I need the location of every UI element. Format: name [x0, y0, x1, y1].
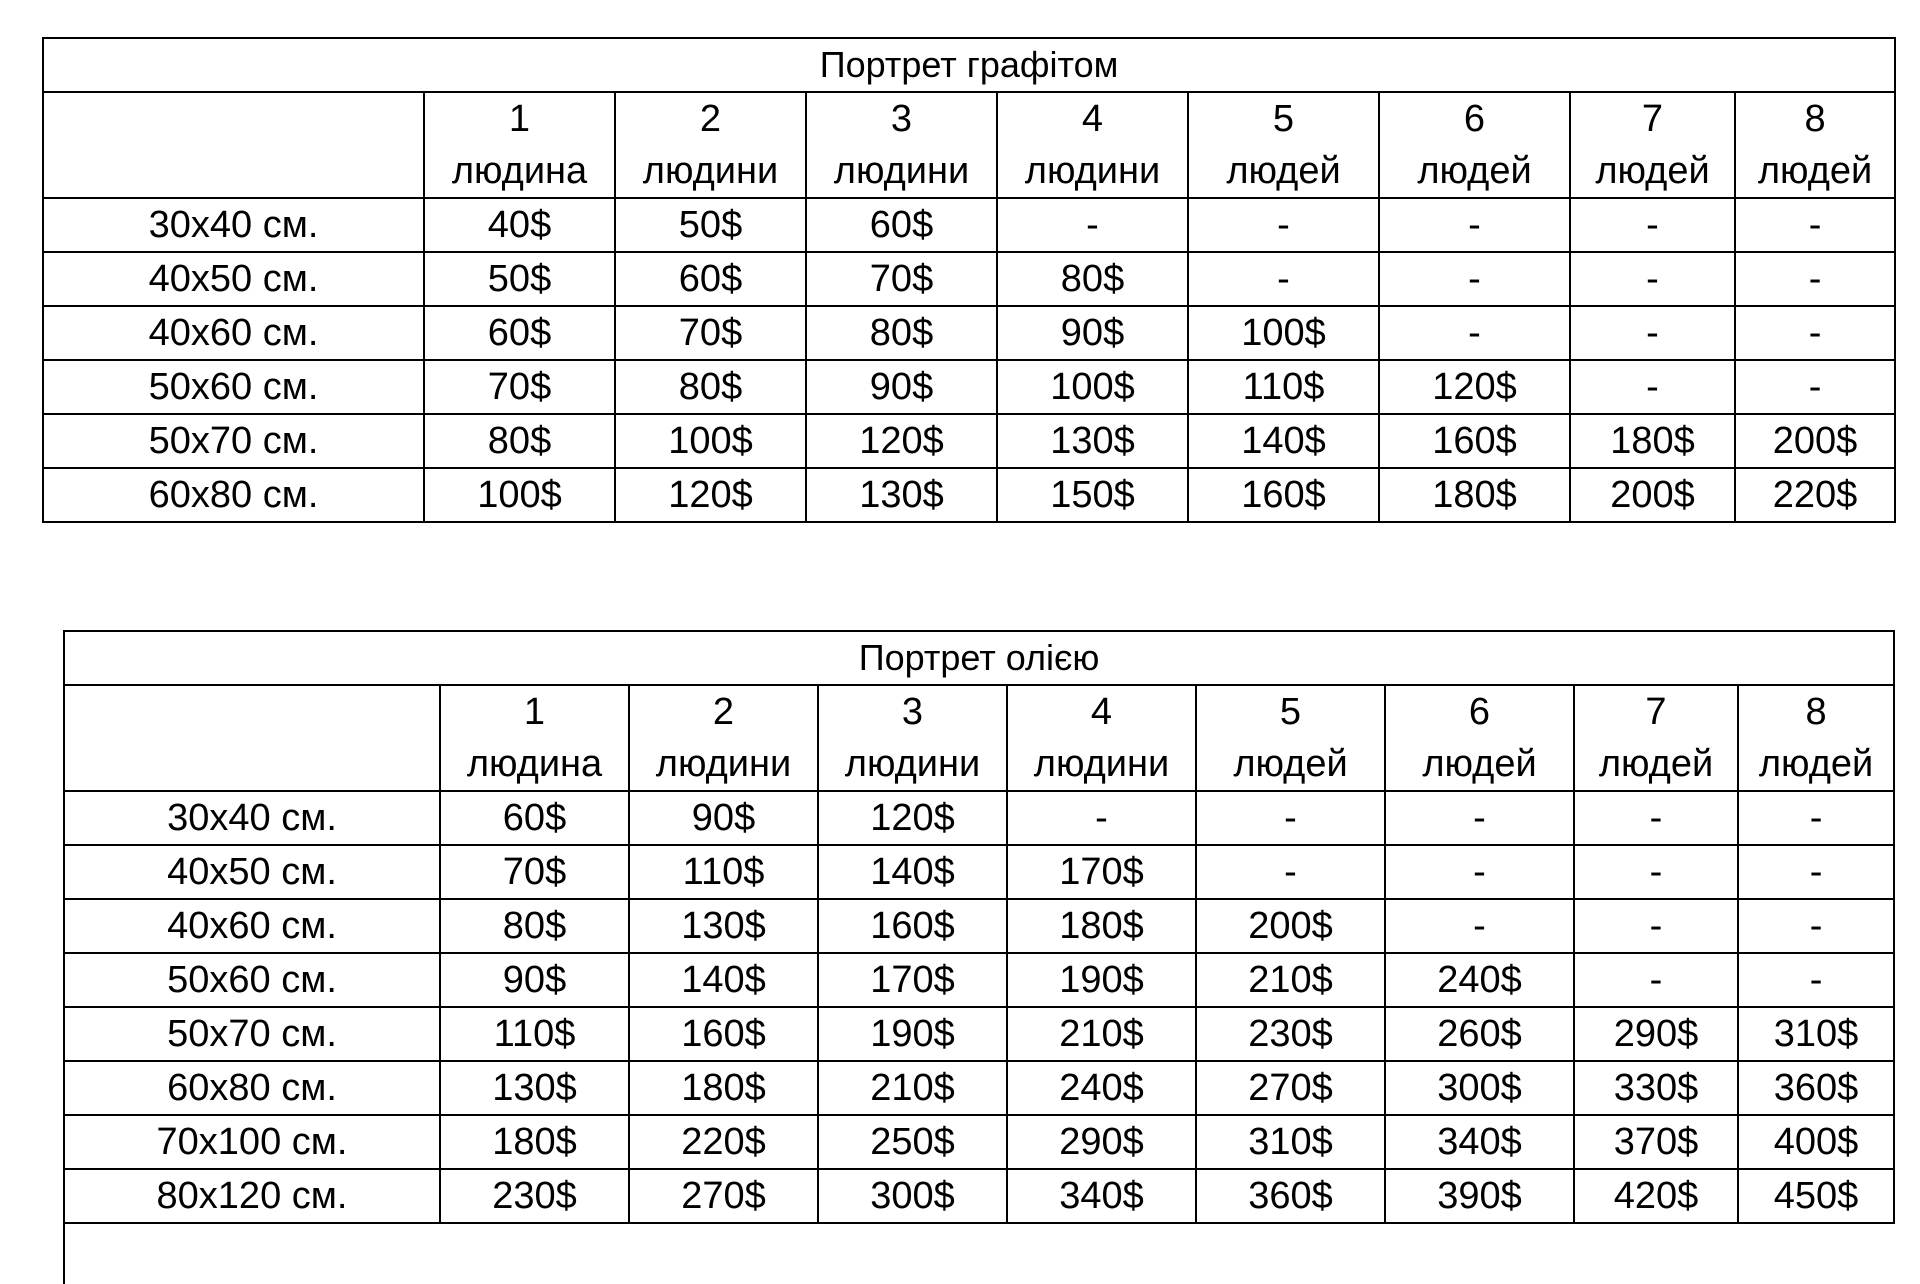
price-cell: - [1385, 845, 1574, 899]
people-count-unit: людей [1598, 743, 1714, 785]
size-cell: 40х50 см. [43, 252, 424, 306]
people-count-number: 5 [1279, 691, 1302, 733]
table-title: Портрет олією [64, 631, 1894, 685]
people-count-unit: людей [1422, 743, 1537, 785]
people-count-number: 1 [508, 98, 531, 140]
price-cell: 230$ [1196, 1007, 1385, 1061]
price-cell: - [1574, 845, 1738, 899]
price-cell: 60$ [615, 252, 806, 306]
people-count-number: 2 [712, 691, 735, 733]
price-cell: 100$ [424, 468, 615, 522]
price-cell: 60$ [440, 791, 629, 845]
people-count-number: 2 [699, 98, 722, 140]
price-cell: 180$ [440, 1115, 629, 1169]
table-row [64, 845, 1894, 899]
table-row [64, 791, 1894, 845]
price-cell: 120$ [615, 468, 806, 522]
price-cell: 100$ [997, 360, 1188, 414]
price-cell: 210$ [1196, 953, 1385, 1007]
price-cell: 130$ [629, 899, 818, 953]
price-cell: 300$ [1385, 1061, 1574, 1115]
price-cell: 50$ [424, 252, 615, 306]
price-cell: 360$ [1738, 1061, 1894, 1115]
price-cell: 80$ [615, 360, 806, 414]
price-cell: 160$ [818, 899, 1007, 953]
people-count-number: 7 [1645, 691, 1667, 733]
price-cell: 220$ [629, 1115, 818, 1169]
price-cell: - [1385, 899, 1574, 953]
size-cell: 70х100 см. [64, 1115, 440, 1169]
people-count-header [1379, 92, 1570, 198]
size-cell: 50х60 см. [43, 360, 424, 414]
price-cell: 70$ [440, 845, 629, 899]
table-row [43, 360, 1895, 414]
price-cell: - [1574, 791, 1738, 845]
price-cell: 90$ [806, 360, 997, 414]
price-cell: - [997, 198, 1188, 252]
table-row [64, 1007, 1894, 1061]
price-cell: - [1188, 252, 1379, 306]
people-count-unit: людей [1757, 150, 1873, 192]
size-cell: 80х120 см. [64, 1169, 440, 1223]
table-row [43, 198, 1895, 252]
price-cell: 90$ [440, 953, 629, 1007]
price-cell: 260$ [1385, 1007, 1574, 1061]
people-count-header [1385, 685, 1574, 791]
price-cell: 140$ [1188, 414, 1379, 468]
price-cell: 160$ [629, 1007, 818, 1061]
price-cell: - [1379, 198, 1570, 252]
price-cell: 180$ [1007, 899, 1196, 953]
price-cell: 120$ [1379, 360, 1570, 414]
people-count-unit: людини [1024, 150, 1161, 192]
size-cell: 60х80 см. [43, 468, 424, 522]
price-cell: 130$ [440, 1061, 629, 1115]
price-cell: 180$ [1570, 414, 1735, 468]
price-cell: 450$ [1738, 1169, 1894, 1223]
price-cell: 220$ [1735, 468, 1895, 522]
price-cell: 80$ [997, 252, 1188, 306]
price-cell: - [1570, 360, 1735, 414]
size-cell: 60х80 см. [64, 1061, 440, 1115]
price-cell: 90$ [997, 306, 1188, 360]
people-count-header [1738, 685, 1894, 791]
price-cell: 270$ [629, 1169, 818, 1223]
header-corner-cell [43, 92, 424, 198]
header-corner-cell [64, 685, 440, 791]
people-count-number: 4 [1081, 98, 1104, 140]
price-cell: - [1385, 791, 1574, 845]
price-cell: - [1570, 198, 1735, 252]
price-cell: 80$ [424, 414, 615, 468]
price-cell: 230$ [440, 1169, 629, 1223]
people-count-number: 3 [890, 98, 913, 140]
price-cell: 400$ [1738, 1115, 1894, 1169]
price-cell: 290$ [1007, 1115, 1196, 1169]
people-count-number: 6 [1468, 691, 1491, 733]
people-count-unit: людей [1233, 743, 1348, 785]
size-cell: 50х70 см. [64, 1007, 440, 1061]
people-count-number: 8 [1804, 98, 1826, 140]
price-cell: 390$ [1385, 1169, 1574, 1223]
price-cell: 140$ [629, 953, 818, 1007]
people-count-unit: людини [655, 743, 792, 785]
people-count-header [1735, 92, 1895, 198]
price-cell: - [1574, 953, 1738, 1007]
people-count-number: 8 [1805, 691, 1827, 733]
price-cell: - [1570, 306, 1735, 360]
price-cell: 50$ [615, 198, 806, 252]
price-cell: 210$ [818, 1061, 1007, 1115]
price-cell: - [1570, 252, 1735, 306]
price-cell: 340$ [1385, 1115, 1574, 1169]
price-cell: 80$ [440, 899, 629, 953]
price-cell: 300$ [818, 1169, 1007, 1223]
price-cell: - [1738, 899, 1894, 953]
people-count-number: 6 [1463, 98, 1486, 140]
price-cell: 330$ [1574, 1061, 1738, 1115]
price-cell: - [1735, 198, 1895, 252]
people-count-unit: людини [833, 150, 970, 192]
price-cell: 250$ [818, 1115, 1007, 1169]
price-cell: 40$ [424, 198, 615, 252]
price-cell: 110$ [440, 1007, 629, 1061]
people-count-number: 7 [1641, 98, 1664, 140]
people-count-unit: людей [1417, 150, 1532, 192]
people-count-header [997, 92, 1188, 198]
table-row [64, 899, 1894, 953]
price-cell: 140$ [818, 845, 1007, 899]
table-title: Портрет графітом [43, 38, 1895, 92]
price-cell: 200$ [1735, 414, 1895, 468]
people-count-header [1188, 92, 1379, 198]
price-cell: 240$ [1007, 1061, 1196, 1115]
table-row [43, 468, 1895, 522]
price-cell: 180$ [629, 1061, 818, 1115]
people-count-header [424, 92, 615, 198]
price-cell: 100$ [615, 414, 806, 468]
people-count-number: 4 [1090, 691, 1113, 733]
price-cell: 60$ [806, 198, 997, 252]
price-cell: 120$ [818, 791, 1007, 845]
price-cell: - [1738, 953, 1894, 1007]
people-count-header [1007, 685, 1196, 791]
people-count-header [818, 685, 1007, 791]
price-cell: 120$ [806, 414, 997, 468]
people-count-header [1196, 685, 1385, 791]
graphite-portrait-price-table [42, 37, 1896, 523]
price-cell: 150$ [997, 468, 1188, 522]
price-cell: - [1735, 360, 1895, 414]
price-cell: - [1379, 306, 1570, 360]
price-cell: 70$ [424, 360, 615, 414]
size-cell: 50х60 см. [64, 953, 440, 1007]
people-count-header [1574, 685, 1738, 791]
size-cell: 30х40 см. [43, 198, 424, 252]
price-cell: 160$ [1379, 414, 1570, 468]
price-cell: 190$ [818, 1007, 1007, 1061]
price-cell: 110$ [1188, 360, 1379, 414]
price-cell: 130$ [997, 414, 1188, 468]
people-count-unit: людей [1595, 150, 1710, 192]
price-cell: 270$ [1196, 1061, 1385, 1115]
price-cell: 200$ [1570, 468, 1735, 522]
price-cell: 160$ [1188, 468, 1379, 522]
price-cell: - [1735, 306, 1895, 360]
people-count-number: 1 [523, 691, 546, 733]
people-count-header [629, 685, 818, 791]
people-count-unit: людей [1226, 150, 1341, 192]
price-cell: 190$ [1007, 953, 1196, 1007]
price-cell: 340$ [1007, 1169, 1196, 1223]
people-count-unit: людини [844, 743, 981, 785]
people-count-number: 5 [1272, 98, 1295, 140]
price-cell: 80$ [806, 306, 997, 360]
price-cell: 360$ [1196, 1169, 1385, 1223]
price-cell: 130$ [806, 468, 997, 522]
people-count-unit: людина [466, 743, 603, 785]
people-count-header [440, 685, 629, 791]
people-count-number: 3 [901, 691, 924, 733]
price-cell: 180$ [1379, 468, 1570, 522]
price-cell: 170$ [818, 953, 1007, 1007]
people-count-header [1570, 92, 1735, 198]
price-cell: 90$ [629, 791, 818, 845]
price-cell: 200$ [1196, 899, 1385, 953]
price-cell: 310$ [1196, 1115, 1385, 1169]
empty-trailing-row [64, 1223, 1894, 1284]
price-cell: 110$ [629, 845, 818, 899]
price-cell: 100$ [1188, 306, 1379, 360]
table-row [64, 1061, 1894, 1115]
oil-portrait-price-table [63, 630, 1895, 1284]
size-cell: 40х60 см. [43, 306, 424, 360]
people-count-unit: людини [1033, 743, 1170, 785]
price-cell: - [1738, 845, 1894, 899]
price-cell: 240$ [1385, 953, 1574, 1007]
people-count-unit: людини [642, 150, 779, 192]
size-cell: 50х70 см. [43, 414, 424, 468]
price-cell: - [1188, 198, 1379, 252]
price-cell: - [1379, 252, 1570, 306]
size-cell: 40х60 см. [64, 899, 440, 953]
table-row [43, 414, 1895, 468]
price-cell: 310$ [1738, 1007, 1894, 1061]
price-cell: - [1196, 791, 1385, 845]
price-cell: 420$ [1574, 1169, 1738, 1223]
table-row [43, 306, 1895, 360]
people-count-unit: людина [451, 150, 588, 192]
price-cell: 170$ [1007, 845, 1196, 899]
table-row [43, 252, 1895, 306]
price-cell: 370$ [1574, 1115, 1738, 1169]
table-row [64, 1115, 1894, 1169]
people-count-unit: людей [1758, 743, 1874, 785]
price-cell: 70$ [615, 306, 806, 360]
price-cell: - [1007, 791, 1196, 845]
table-row [64, 953, 1894, 1007]
people-count-header [615, 92, 806, 198]
size-cell: 30х40 см. [64, 791, 440, 845]
price-cell: - [1196, 845, 1385, 899]
price-cell: - [1735, 252, 1895, 306]
price-cell: - [1574, 899, 1738, 953]
price-cell: 210$ [1007, 1007, 1196, 1061]
price-cell: 60$ [424, 306, 615, 360]
price-cell: 290$ [1574, 1007, 1738, 1061]
people-count-header [806, 92, 997, 198]
table-row [64, 1169, 1894, 1223]
price-cell: 70$ [806, 252, 997, 306]
price-cell: - [1738, 791, 1894, 845]
size-cell: 40х50 см. [64, 845, 440, 899]
